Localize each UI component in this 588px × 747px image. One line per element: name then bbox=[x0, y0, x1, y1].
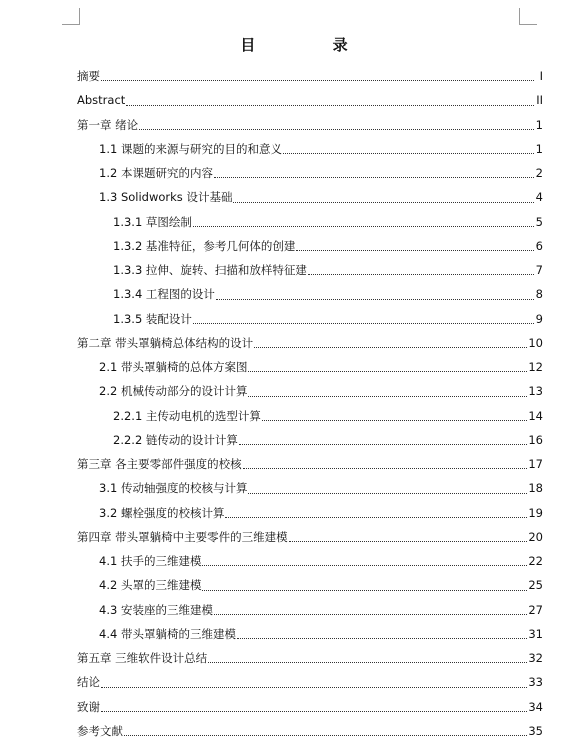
toc-dot-leader bbox=[193, 323, 534, 324]
toc-dot-leader bbox=[233, 202, 534, 203]
toc-entry-page-number: 9 bbox=[535, 311, 543, 326]
toc-entry[interactable] bbox=[77, 525, 543, 549]
toc-entry-label: 结论 bbox=[77, 675, 100, 690]
toc-entry-page-number: 18 bbox=[528, 481, 543, 496]
toc-dot-leader bbox=[126, 105, 534, 106]
toc-entry-page-number: 17 bbox=[528, 457, 543, 472]
toc-entry-label: Abstract bbox=[77, 93, 126, 108]
toc-entry[interactable] bbox=[77, 695, 543, 719]
toc-dot-leader bbox=[243, 468, 528, 469]
toc-entry[interactable] bbox=[77, 719, 543, 743]
toc-entry-label: 参考文献 bbox=[77, 723, 123, 738]
toc-dot-leader bbox=[239, 444, 527, 445]
toc-entry-label: 2.1 带头罩躺椅的总体方案图 bbox=[99, 360, 248, 375]
toc-entry-page-number: 19 bbox=[528, 505, 543, 520]
toc-entry-label: 4.1 扶手的三维建模 bbox=[99, 554, 202, 569]
toc-dot-leader bbox=[289, 541, 528, 542]
toc-entry-page-number: 32 bbox=[528, 651, 543, 666]
toc-dot-leader bbox=[139, 129, 534, 130]
toc-entry-page-number: 33 bbox=[528, 675, 543, 690]
toc-dot-leader bbox=[248, 396, 527, 397]
table-of-contents bbox=[77, 64, 543, 743]
toc-entry-page-number: 27 bbox=[528, 602, 543, 617]
toc-dot-leader bbox=[202, 565, 527, 566]
toc-entry-label: 第三章 各主要零部件强度的校核 bbox=[77, 457, 242, 472]
toc-entry-page-number: II bbox=[536, 93, 543, 108]
toc-dot-leader bbox=[283, 153, 534, 154]
toc-entry-label: 第一章 绪论 bbox=[77, 117, 139, 132]
toc-dot-leader bbox=[208, 662, 527, 663]
toc-entry-page-number: 6 bbox=[535, 238, 543, 253]
toc-entry-page-number: 22 bbox=[528, 554, 543, 569]
toc-entry[interactable] bbox=[77, 113, 543, 137]
toc-entry[interactable] bbox=[77, 573, 543, 597]
toc-entry-label: 4.3 安装座的三维建模 bbox=[99, 602, 213, 617]
toc-entry-label: 1.3.5 装配设计 bbox=[113, 311, 192, 326]
toc-entry-label: 1.3.3 拉伸、旋转、扫描和放样特征建 bbox=[113, 263, 307, 278]
toc-entry[interactable] bbox=[77, 307, 543, 331]
toc-entry-page-number: 4 bbox=[535, 190, 543, 205]
crop-mark-top-right bbox=[519, 8, 520, 25]
toc-entry-page-number: 25 bbox=[528, 578, 543, 593]
toc-entry[interactable] bbox=[77, 88, 543, 112]
toc-entry-page-number: 31 bbox=[528, 626, 543, 641]
toc-entry-page-number: 20 bbox=[528, 529, 543, 544]
toc-entry[interactable] bbox=[77, 379, 543, 403]
toc-entry[interactable] bbox=[77, 210, 543, 234]
toc-dot-leader bbox=[101, 687, 527, 688]
toc-entry-page-number: 13 bbox=[528, 384, 543, 399]
toc-entry-page-number: 12 bbox=[528, 360, 543, 375]
toc-entry[interactable] bbox=[77, 428, 543, 452]
toc-entry-label: 1.3.4 工程图的设计 bbox=[113, 287, 215, 302]
toc-entry[interactable] bbox=[77, 622, 543, 646]
toc-entry-label: 2.2.1 主传动电机的选型计算 bbox=[113, 408, 261, 423]
toc-entry[interactable] bbox=[77, 549, 543, 573]
toc-entry-page-number: 8 bbox=[535, 287, 543, 302]
toc-entry[interactable] bbox=[77, 282, 543, 306]
toc-dot-leader bbox=[248, 371, 527, 372]
toc-entry[interactable] bbox=[77, 452, 543, 476]
toc-entry[interactable] bbox=[77, 161, 543, 185]
toc-entry-page-number: 2 bbox=[535, 166, 543, 181]
toc-entry-page-number: 14 bbox=[528, 408, 543, 423]
toc-entry[interactable] bbox=[77, 185, 543, 209]
toc-entry[interactable] bbox=[77, 258, 543, 282]
toc-dot-leader bbox=[193, 226, 534, 227]
toc-entry-page-number: 35 bbox=[528, 723, 543, 738]
toc-entry-label: 2.2 机械传动部分的设计计算 bbox=[99, 384, 248, 399]
toc-entry-label: 4.2 头罩的三维建模 bbox=[99, 578, 202, 593]
toc-entry-page-number: 1 bbox=[535, 117, 543, 132]
toc-entry-label: 1.3.2 基准特征，参考几何体的创建 bbox=[113, 238, 296, 253]
toc-entry[interactable] bbox=[77, 331, 543, 355]
toc-entry-label: 1.3 Solidworks 设计基础 bbox=[99, 190, 233, 205]
toc-entry-label: 1.3.1 草图绘制 bbox=[113, 214, 192, 229]
toc-dot-leader bbox=[237, 638, 527, 639]
toc-entry-label: 摘要 bbox=[77, 69, 100, 84]
toc-entry-page-number: 16 bbox=[528, 432, 543, 447]
toc-entry-label: 4.4 带头罩躺椅的三维建模 bbox=[99, 626, 236, 641]
toc-entry-page-number: I bbox=[539, 69, 543, 84]
toc-entry-page-number: 34 bbox=[528, 699, 543, 714]
toc-entry[interactable] bbox=[77, 501, 543, 525]
toc-entry-label: 第二章 带头罩躺椅总体结构的设计 bbox=[77, 335, 254, 350]
toc-entry[interactable] bbox=[77, 64, 543, 88]
toc-dot-leader bbox=[124, 735, 527, 736]
toc-dot-leader bbox=[101, 711, 527, 712]
toc-dot-leader bbox=[216, 299, 534, 300]
crop-mark-top-left bbox=[79, 8, 80, 25]
toc-dot-leader bbox=[262, 420, 527, 421]
toc-entry-page-number: 1 bbox=[535, 141, 543, 156]
toc-dot-leader bbox=[308, 274, 534, 275]
toc-entry[interactable] bbox=[77, 137, 543, 161]
toc-entry-page-number: 5 bbox=[535, 214, 543, 229]
crop-mark-top-left bbox=[62, 24, 80, 25]
toc-entry-label: 2.2.2 链传动的设计计算 bbox=[113, 432, 238, 447]
toc-dot-leader bbox=[214, 177, 534, 178]
toc-entry[interactable] bbox=[77, 598, 543, 622]
toc-entry[interactable] bbox=[77, 355, 543, 379]
toc-entry[interactable] bbox=[77, 234, 543, 258]
toc-entry[interactable] bbox=[77, 476, 543, 500]
toc-entry-page-number: 7 bbox=[535, 263, 543, 278]
toc-dot-leader bbox=[248, 493, 527, 494]
toc-entry-label: 1.2 本课题研究的内容 bbox=[99, 166, 213, 181]
toc-entry-label: 1.1 课题的来源与研究的目的和意义 bbox=[99, 141, 282, 156]
crop-mark-top-right bbox=[519, 24, 537, 25]
toc-dot-leader bbox=[296, 250, 534, 251]
toc-entry-label: 3.1 传动轴强度的校核与计算 bbox=[99, 481, 248, 496]
toc-dot-leader bbox=[214, 614, 527, 615]
toc-entry[interactable] bbox=[77, 670, 543, 694]
toc-entry[interactable] bbox=[77, 404, 543, 428]
toc-entry-label: 致谢 bbox=[77, 699, 100, 714]
toc-dot-leader bbox=[225, 517, 527, 518]
toc-dot-leader bbox=[101, 80, 534, 81]
toc-title: 目 录 bbox=[240, 36, 384, 54]
toc-dot-leader bbox=[254, 347, 527, 348]
toc-dot-leader bbox=[202, 590, 527, 591]
toc-entry-label: 第四章 带头罩躺椅中主要零件的三维建模 bbox=[77, 529, 288, 544]
toc-entry-label: 第五章 三维软件设计总结 bbox=[77, 651, 208, 666]
toc-entry-page-number: 10 bbox=[528, 335, 543, 350]
toc-entry-label: 3.2 螺栓强度的校核计算 bbox=[99, 505, 225, 520]
toc-entry[interactable] bbox=[77, 646, 543, 670]
